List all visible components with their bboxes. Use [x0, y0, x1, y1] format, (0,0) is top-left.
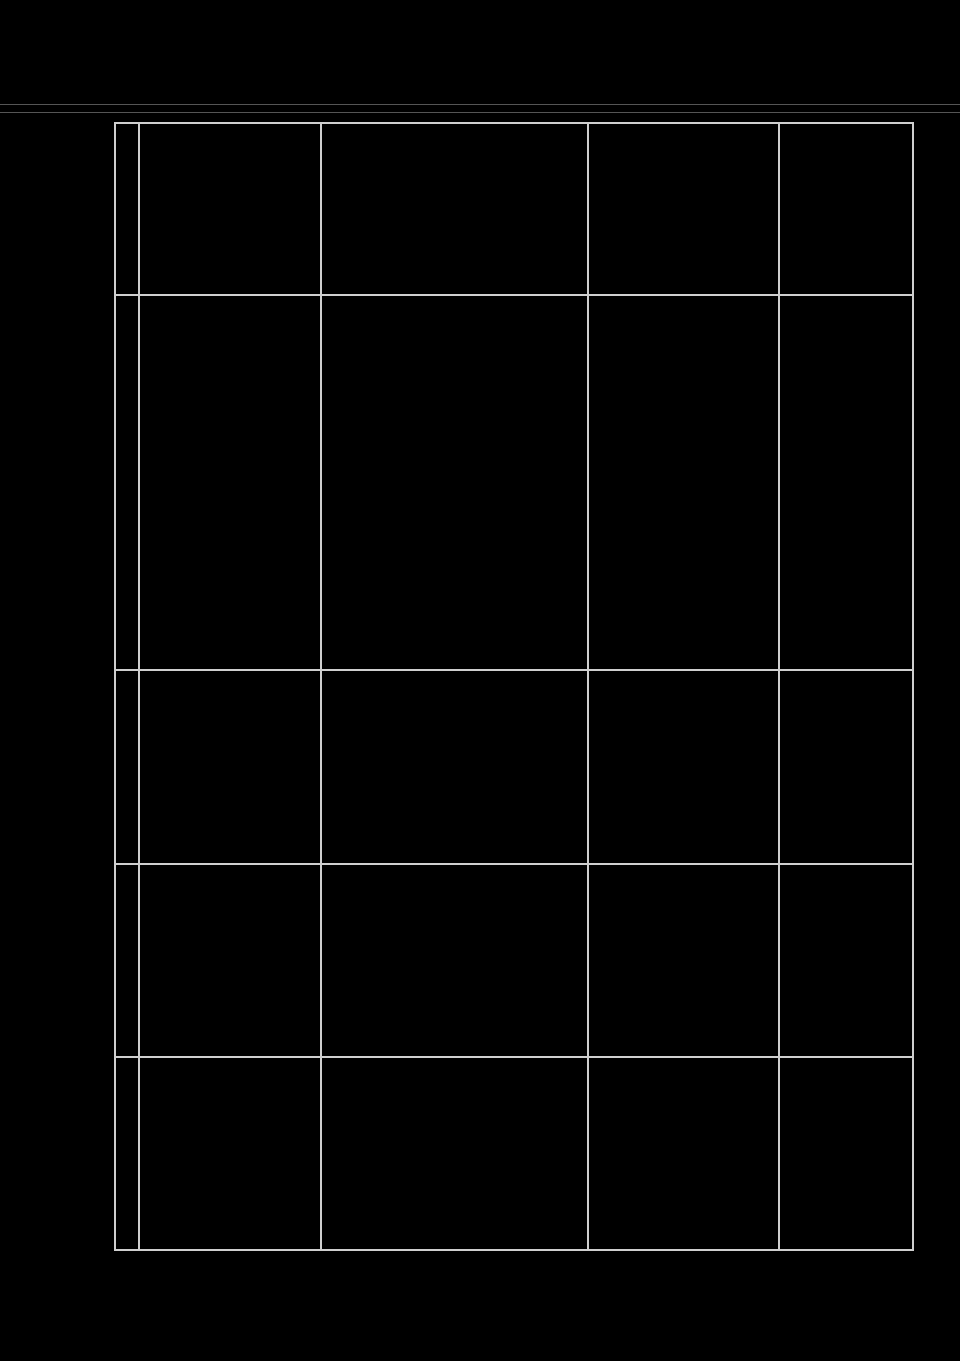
dates-cell — [588, 295, 779, 670]
detail-cell — [321, 670, 588, 864]
document-table — [114, 122, 914, 1251]
row-number-cell — [115, 123, 139, 295]
scan-noise-line — [0, 104, 960, 105]
remarks-cell — [779, 295, 913, 670]
remarks-cell — [779, 864, 913, 1057]
table-row — [115, 864, 913, 1057]
description-cell — [139, 670, 321, 864]
page-footer-area — [0, 1252, 960, 1361]
row-number-cell — [115, 1057, 139, 1250]
table-row — [115, 295, 913, 670]
remarks-cell — [779, 1057, 913, 1250]
scan-noise-line — [0, 112, 960, 113]
table-row — [115, 670, 913, 864]
row-number-cell — [115, 670, 139, 864]
dates-cell — [588, 864, 779, 1057]
table-row — [115, 1057, 913, 1250]
dates-cell — [588, 1057, 779, 1250]
description-cell — [139, 295, 321, 670]
remarks-cell — [779, 123, 913, 295]
table-row — [115, 123, 913, 295]
dates-cell — [588, 670, 779, 864]
remarks-cell — [779, 670, 913, 864]
dates-cell — [588, 123, 779, 295]
description-cell — [139, 123, 321, 295]
detail-cell — [321, 864, 588, 1057]
row-number-cell — [115, 295, 139, 670]
row-number-cell — [115, 864, 139, 1057]
detail-cell — [321, 123, 588, 295]
description-cell — [139, 1057, 321, 1250]
detail-cell — [321, 295, 588, 670]
description-cell — [139, 864, 321, 1057]
page-header-area — [0, 0, 960, 120]
detail-cell — [321, 1057, 588, 1250]
